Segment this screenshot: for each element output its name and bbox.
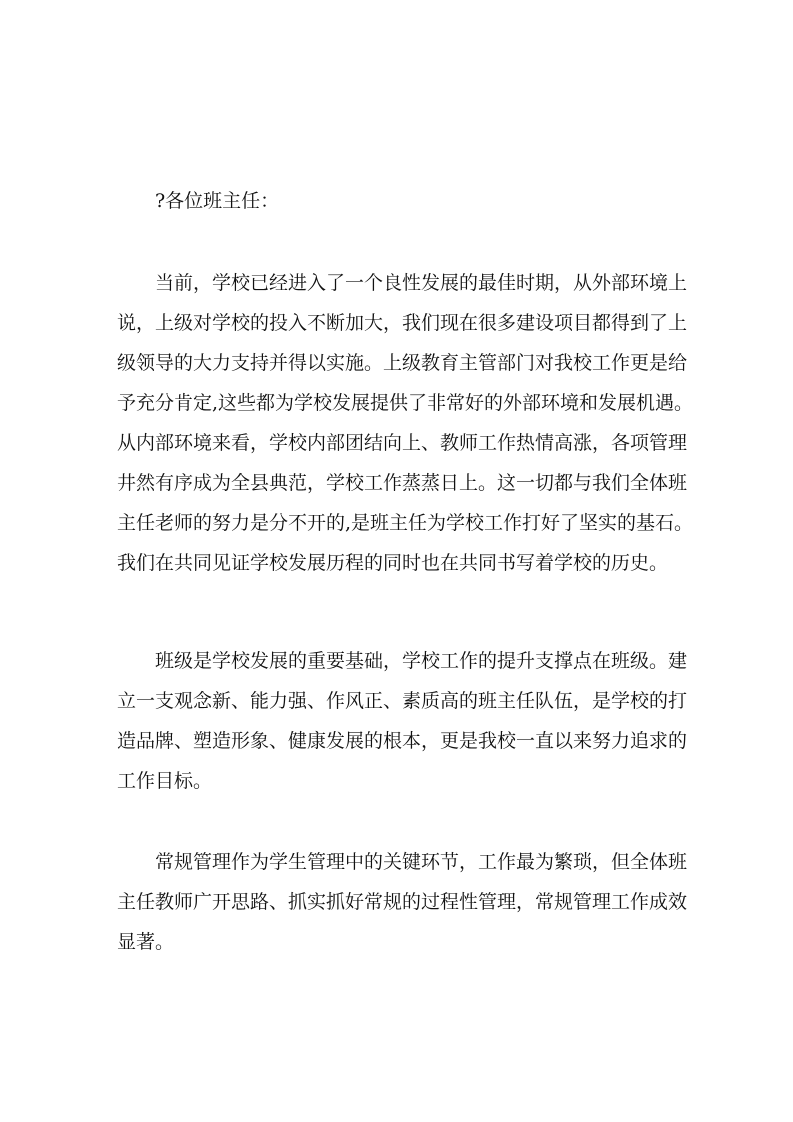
paragraph-line: 工作目标。: [117, 770, 213, 792]
paragraph-line: 立一支观念新、能力强、作风正、素质高的班主任队伍，是学校的打: [117, 690, 688, 712]
paragraph-line: 显著。: [117, 931, 175, 953]
paragraph-line: 井然有序成为全县典范，学校工作蒸蒸日上。这一切都与我们全体班: [117, 472, 688, 494]
paragraph-line: 主任老师的努力是分不开的,是班主任为学校工作打好了坚实的基石。: [117, 512, 694, 534]
paragraph-line: 我们在共同见证学校发展历程的同时也在共同书写着学校的历史。: [117, 552, 669, 574]
paragraph-line: 当前，学校已经进入了一个良性发展的最佳时期，从外部环境上: [155, 272, 688, 294]
greeting: ?各位班主任：: [155, 190, 280, 212]
paragraph-line: 从内部环境来看，学校内部团结向上、教师工作热情高涨，各项管理: [117, 432, 688, 454]
paragraph-line: 班级是学校发展的重要基础，学校工作的提升支撑点在班级。建: [155, 650, 688, 672]
paragraph-line: 主任教师广开思路、抓实抓好常规的过程性管理，常规管理工作成效: [117, 891, 688, 913]
paragraph-line: 级领导的大力支持并得以实施。上级教育主管部门对我校工作更是给: [117, 352, 688, 374]
paragraph-line: 说，上级对学校的投入不断加大，我们现在很多建设项目都得到了上: [117, 312, 688, 334]
paragraph-line: 造品牌、塑造形象、健康发展的根本，更是我校一直以来努力追求的: [117, 730, 688, 752]
paragraph-line: 予充分肯定,这些都为学校发展提供了非常好的外部环境和发展机遇。: [117, 392, 694, 414]
paragraph-line: 常规管理作为学生管理中的关键环节，工作最为繁琐，但全体班: [155, 851, 688, 873]
